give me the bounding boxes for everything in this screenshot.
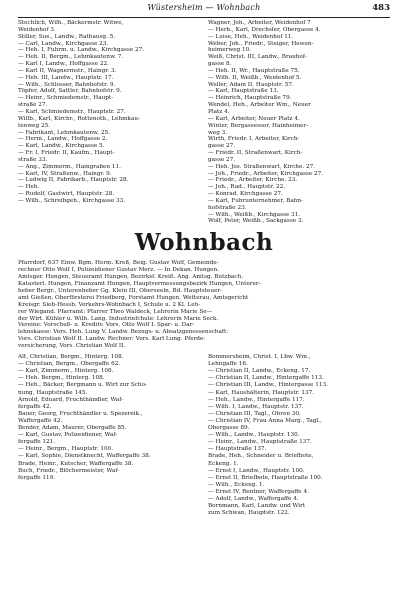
directory-entry: tenweg 25. [18, 122, 51, 129]
directory-entry: — Heh. I, Fuhrm. u. Landw., Kirchgasse 27. [18, 47, 145, 54]
directory-entry: Weiß, Christ. III, Landw., Brauhof- [208, 54, 307, 61]
description-line: Katasterl. Hungen, Finanzamt Hungen, Hauptvermessungsbezirk Hungen, Unterer- [18, 281, 261, 288]
directory-entry: — Fr. I, Friedr. II, Kaufm., Haupt- [18, 150, 115, 157]
directory-entry: — Wilh. I, Landw., Hauptstr. 137. [208, 403, 304, 410]
directory-entry: Brade, Heinr., Kutscher, Waffergaffe 38. [18, 460, 134, 467]
directory-entry: — Friedr., Arbeiter, Kirche. 23. [208, 177, 298, 184]
directory-entry: Weber, Joh., Friedr., Steiger, Hewen- [208, 40, 314, 47]
directory-entry: — Wilh., Schreibgeh., Kirchgasse 33. [18, 197, 126, 204]
directory-entry: — Heh. Jos. Straßenwart, Kirche. 27. [208, 163, 315, 170]
directory-entry: — Heh. II, Bergm., Lehmkautenw. 7. [18, 54, 124, 61]
directory-entry: — Ang., Zimmerm., Haingraben 11. [18, 163, 121, 170]
directory-entry: Arnold, Eduard, Fruchthändler, Waf- [18, 396, 124, 403]
directory-entry: — Wilh., Weißb., Kirchgasse 31. [208, 211, 301, 218]
directory-entry: — Wilh., Schlosser, Bahnhofstr. 9. [18, 81, 116, 88]
directory-entry: gasse 27. [208, 156, 236, 163]
directory-entry: — Joh., Rad., Hauptstr. 22. [208, 184, 286, 191]
directory-entry: — Heinr., Bergm., Hauptstr. 100. [18, 446, 114, 453]
directory-entry: fergaffe 119. [18, 474, 56, 481]
directory-entry: Bornmann, Karl, Landw. und Wirt [208, 503, 306, 510]
directory-entry: Eckeng. 1. [208, 460, 239, 467]
directory-entry: Wendel, Heh., Arbeiter Wm., Neuer [208, 102, 311, 109]
bottom-left-column [18, 354, 200, 517]
directory-entry: fergaffe 121. [18, 439, 56, 446]
directory-entry: — Wilh., Eckeng. 1. [208, 481, 265, 488]
description-line: versicherung, Vors. Christian Wolf II. [18, 343, 126, 350]
description-line: Amtsger. Hungen, Steueramt Hungen, Bezirksf. Kreiß. Ang. Amtsg. Butzbach. [18, 274, 244, 281]
directory-entry: Töpfer, Adolf, Sattler, Bahnhofstr. 9. [18, 88, 122, 95]
directory-entry: Stechlich, Wilh., Bäckermstr. Witwe, [18, 20, 124, 26]
directory-entry: Platz 4. [208, 108, 230, 115]
town-description [18, 260, 390, 350]
directory-entry: Winter, Bergassessor, Hainheimer- [208, 122, 309, 129]
directory-entry: — Herm., Landw., Hoffgasse 2. [18, 136, 108, 143]
directory-entry: — Friedr. II, Straßenwart, Kirch- [208, 150, 303, 157]
description-line: heber Bergr., Unterenheber Gg. Klein III, Oberseeln, Bd. Hauptsteuer- [18, 287, 223, 294]
directory-entry: — Hauptstraße 137. [208, 446, 267, 453]
directory-entry: — Heh., Bäcker, Bergmann u. Wirt zur Scho- [18, 382, 147, 389]
directory-entry: — Karl, Hauptstraße 13. [208, 88, 279, 95]
description-line: rechner Otto Wolf I, Polizeidiener Gustav Merz. — In Dekan. Hungen. [18, 267, 220, 274]
directory-entry: — Christian, Bergm., Obergaffe 62. [18, 361, 121, 368]
description-line: lehnskasse: Vors. Heh. Lung V. Landw. Bezugs- u. Absatzgenossenschaft: [18, 329, 229, 336]
directory-entry: — Ernst IV, Rentner, Waffergaffe 4. [208, 488, 309, 495]
header-rule [18, 17, 390, 18]
directory-entry: weg 3. [208, 129, 228, 136]
directory-entry: — Karl II, Wagnermstr., Haingr. 3. [18, 67, 117, 74]
directory-entry: nung, Hauptstraße 145. [18, 389, 88, 396]
directory-entry: — Heinrich, Hauptstraße 79. [208, 95, 292, 102]
bottom-right-column [208, 354, 390, 517]
running-head: Wüstersheim — Wohnbach [147, 3, 261, 12]
directory-entry: — Heinr., Schmiedemstr., Haupt- [18, 95, 114, 102]
directory-entry: hofstraße 23. [208, 204, 247, 211]
directory-entry: Wagner, Joh., Arbeiter, Weidenhof 7 [208, 20, 311, 26]
directory-entry: — Christian IV, Frau Anna Marg., Tagl., [208, 417, 322, 424]
directory-entry: Wirth, Friedr. I, Arbeiter, Kirch- [208, 136, 300, 143]
directory-entry: straße 27. [18, 102, 48, 109]
directory-entry: — Karl, Zimmerm., Hinterg. 108. [18, 368, 114, 375]
directory-entry: — Heh. [18, 184, 40, 191]
description-line: der Wirt. Kühler u. Wilh. Lang. Industriefchule: Lehrerin Marie Seck. [18, 315, 219, 322]
page-header [18, 3, 390, 16]
directory-entry: — Christian II, Landw., Eckeng. 17. [208, 368, 311, 375]
directory-entry: Wolf, Peter, Weißb., Sackgasse 3. [208, 218, 304, 225]
directory-entry: heimerweg 10. [208, 47, 252, 54]
directory-entry: — Ernst I, Landw., Hauptstr. 100. [208, 467, 305, 474]
directory-entry: gasse 27. [208, 143, 236, 150]
directory-entry: — Karl, Fuhrunternehmer, Bahn- [208, 197, 303, 204]
directory-entry: straße 33. [18, 156, 48, 163]
directory-entry: — Heinr., Landw., Hauptstraße 137. [208, 439, 312, 446]
directory-entry: Alt, Christian, Bergm., Hinterg. 108. [18, 354, 124, 361]
directory-entry: — Karl, IV, Straßenw., Haingr. 9. [18, 170, 112, 177]
directory-entry: — Ludwig II, Fabrikarb., Hauptstr. 28. [18, 177, 129, 184]
directory-entry: — Carl, Landw., Kirchgasse 23. [18, 40, 109, 47]
directory-entry: — Wilh., Landw., Hauptstr. 130. [208, 432, 300, 439]
description-line: Vors. Christian Wolf II. Landw. Rechner: Vors. Karl Lung. Pferde- [18, 336, 206, 343]
description-line: Vereine: Vorschuß- u. Kreditv. Vors. Otto Wolf I. Spar- u. Dar- [18, 322, 195, 329]
directory-entry: Weidenhof 3. [18, 26, 56, 33]
top-right-column [208, 20, 390, 225]
directory-entry: fergaffe 42. [18, 403, 52, 410]
directory-entry: — Wilh. II, Weißb., Weidenhof 5. [208, 74, 302, 81]
directory-entry: — Luise, Heh., Weidenhof 11. [208, 33, 294, 40]
directory-entry: — Joh., Friedr., Arbeiter, Kirchgasse 27. [208, 170, 324, 177]
directory-entry: zum Schwan, Hauptstr. 122. [208, 510, 290, 517]
directory-entry: Willb., Karl, Kirchr., Rottenoth., Lehmkau- [18, 115, 140, 122]
directory-entry: — Karl, Haushälterin, Hauptstr. 137. [208, 389, 315, 396]
description-line: amt Gießen, Oberförsterei Friedberg, Forstamt Hungen, Wetterau, Amtsgericht [18, 294, 249, 301]
directory-entry: — Heh. II, Wr., Hauptstraße 75. [208, 67, 300, 74]
directory-entry: — Rudolf, Gastwirt, Hauptstr. 28. [18, 191, 115, 198]
directory-entry: Stiller, Sus., Landw., Rathausg. 5. [18, 33, 116, 40]
description-line: rer Wiegand. Pfarramt: Pfarrer Theo Waldeck, Lehrerin Marie Se— [18, 308, 213, 315]
directory-entry: — Karl, Gustav, Polizeidiener, Waf- [18, 432, 118, 439]
directory-entry: — Fabrikant, Lehmkautenw. 25. [18, 129, 110, 136]
directory-entry: — Heh. Bergm., Hinterg. 108. [18, 375, 105, 382]
bottom-columns [18, 354, 390, 517]
description-line: Pfarrdorf, 637 Einw. Bgm. Herm. Kreß, Beig. Gustav Wolf, Gemeinde- [18, 260, 219, 267]
directory-entry: — Christian III, Tagl., Ohren 30. [208, 410, 301, 417]
directory-entry: gasse 8. [208, 61, 232, 68]
directory-entry: Bender, Adam, Maurer, Obergaffe 85. [18, 425, 127, 432]
town-heading: Wohnbach [134, 229, 274, 257]
description-line: Kreisgr. Sieb-Hessb. Verkehrs-Wohnbach I, Schule u. 2 Kl. Leh- [18, 301, 201, 308]
directory-entry: — Heh., Landw., Hintergaffe 117. [208, 396, 305, 403]
page-number: 483 [372, 3, 390, 13]
directory-entry: Lehngaffe 16. [208, 361, 248, 368]
directory-entry: — Karl, Arbeiter, Neuer Platz 4. [208, 115, 300, 122]
directory-entry: — Konrad, Kirchgasse 27. [208, 191, 283, 198]
directory-entry: Obergasse 89. [208, 425, 250, 432]
directory-entry: — Karl, Sophie, Dienstknecht, Waffergaffe 38. [18, 453, 151, 460]
directory-entry: — Karl, Landw., Kirchgasse 5. [18, 143, 105, 150]
directory-entry: Weller, Adam II, Hauptstr. 57. [208, 81, 294, 88]
top-columns [18, 20, 390, 225]
directory-entry: Bauer, Georg, Fruchthändler u. Spezereik., [18, 410, 143, 417]
directory-entry: Bommersheim, Christ. I, Lbw. Wm., [208, 354, 311, 361]
top-left-column [18, 20, 200, 225]
directory-entry: Buch, Friedr., Blöchermeister, Waf- [18, 467, 120, 474]
directory-entry: Waffergaffe 42. [18, 417, 63, 424]
directory-entry: — Heh. III, Landw., Hauptstr. 17. [18, 74, 114, 81]
directory-entry: — Karl I, Landw., Hoffgasse 22. [18, 61, 109, 68]
directory-entry: — Herb., Karl, Drechsler, Obergasse 4. [208, 26, 321, 33]
directory-entry: Brade, Heh., Schneider u. Briefbote, [208, 453, 314, 460]
directory-entry: — Adolf, Landw., Waffergaffe 4. [208, 495, 299, 502]
directory-entry: — Ernst II, Briefbote, Hauptstraße 100. [208, 474, 323, 481]
directory-entry: — Christian III, Landw., Hintergasse 113. [208, 382, 328, 389]
directory-entry: — Karl, Schmiedemstr., Hauptstr. 27. [18, 108, 126, 115]
directory-entry: — Christian II, Landw., Hintergaffe 113. [208, 375, 324, 382]
